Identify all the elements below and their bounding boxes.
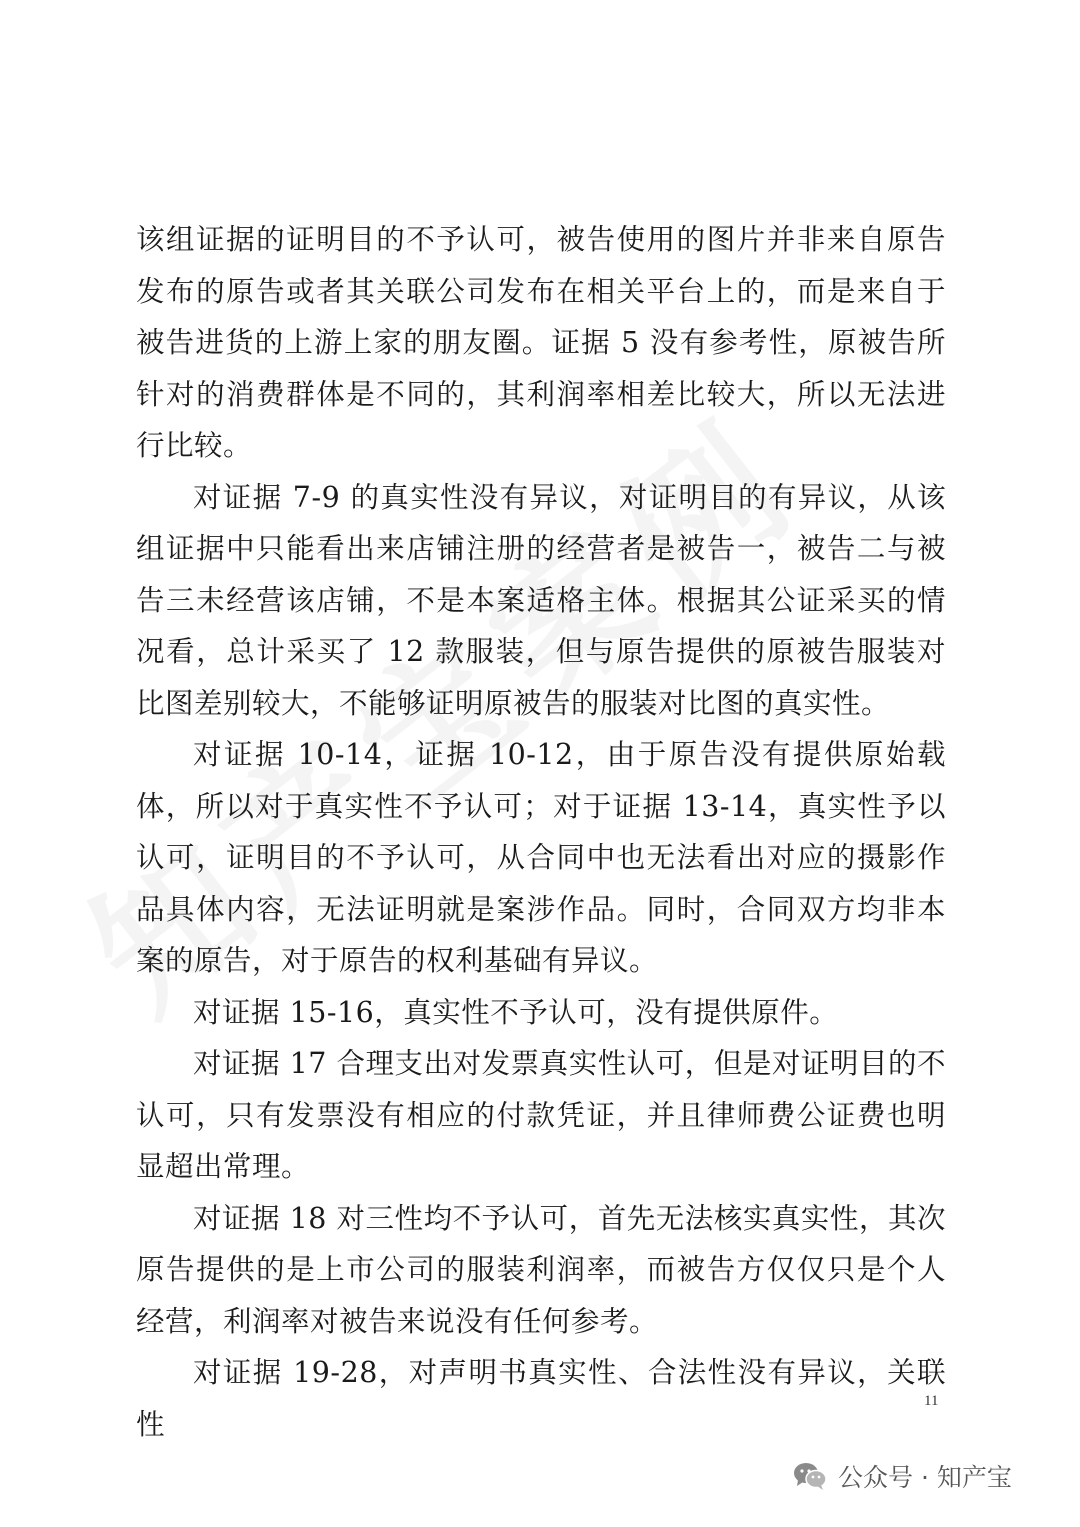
paragraph-3: 对证据 10-14，证据 10-12，由于原告没有提供原始载体，所以对于真实性不予认可；对于证据 13-14，真实性予以认可，证明目的不予认可，从合同中也无法看出对应的摄影作品具体内容，无法证明就是案涉作品。同时，合同双方均非本案的原告，对于原告的权利基础有异议。 xyxy=(136,738,946,977)
page-number: 11 xyxy=(924,1393,939,1409)
paragraph-5: 对证据 17 合理支出对发票真实性认可，但是对证明目的不认可，只有发票没有相应的付款凭证，并且律师费公证费也明显超出常理。 xyxy=(136,1047,946,1183)
wechat-icon xyxy=(792,1461,828,1491)
paragraph-4: 对证据 15-16，真实性不予认可，没有提供原件。 xyxy=(193,995,839,1029)
paragraph-7: 对证据 19-28，对声明书真实性、合法性没有异议，关联性 xyxy=(136,1356,946,1441)
body-text xyxy=(136,214,946,1450)
paragraph-1: 该组证据的证明目的不予认可，被告使用的图片并非来自原告发布的原告或者其关联公司发布在相关平台上的，而是来自于被告进货的上游上家的朋友圈。证据 5 没有参考性，原被告所针对的消费群体是不同的，其利润率相差比较大，所以无法进行比较。 xyxy=(136,223,946,462)
paragraph-6: 对证据 18 对三性均不予认可，首先无法核实真实性，其次原告提供的是上市公司的服装利润率，而被告方仅仅只是个人经营，利润率对被告来说没有任何参考。 xyxy=(136,1201,946,1338)
footer-brand xyxy=(792,1458,1012,1494)
paragraph-2: 对证据 7-9 的真实性没有异议，对证明目的有异议，从该组证据中只能看出来店铺注册的经营者是被告一，被告二与被告三未经营该店铺，不是本案适格主体。根据其公证采买的情况看，总计采买了 12 款服装，但与原告提供的原被告服装对比图差别较大，不能够证明原被告的服装对比图的真实性。 xyxy=(136,480,946,720)
footer-label: 公众号 · 知产宝 xyxy=(838,1463,1012,1492)
